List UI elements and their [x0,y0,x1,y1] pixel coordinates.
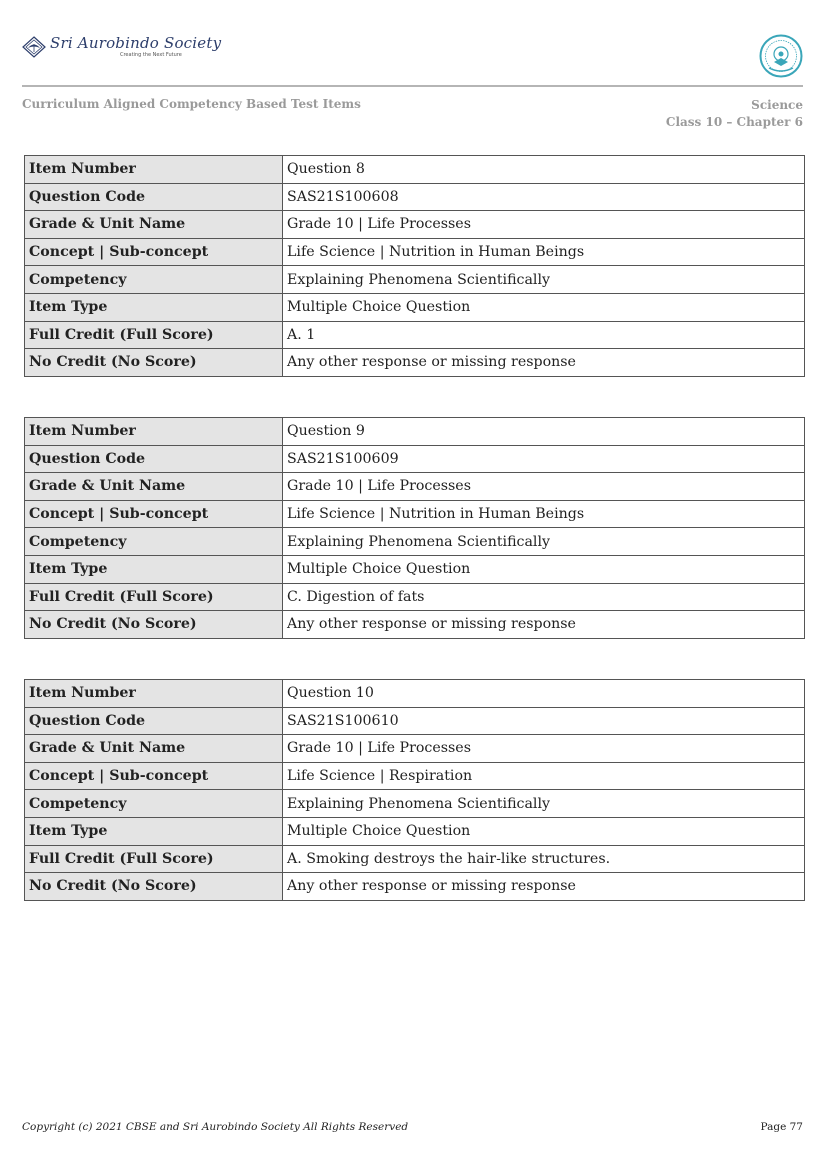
item-table-question-8 [24,155,805,377]
row-value: Question 8 [283,156,805,184]
row-label: No Credit (No Score) [25,349,283,377]
row-label: Grade & Unit Name [25,473,283,501]
lotus-emblem-icon [22,36,46,58]
row-value: SAS21S100610 [283,707,805,735]
sri-aurobindo-society-logo [22,36,221,58]
table-row [25,183,805,211]
table-row [25,418,805,446]
class-chapter-label: Class 10 – Chapter 6 [665,115,803,129]
footer-copyright: Copyright (c) 2021 CBSE and Sri Aurobindo Society All Rights Reserved [22,1121,409,1133]
row-value: Grade 10 | Life Processes [283,735,805,763]
row-value: Explaining Phenomena Scientifically [283,528,805,556]
logo-tagline: Creating the Next Future [120,52,182,58]
row-label: Item Type [25,293,283,321]
table-row [25,707,805,735]
row-value: Explaining Phenomena Scientifically [283,266,805,294]
table-row [25,817,805,845]
row-value: Life Science | Respiration [283,762,805,790]
subject-block [666,97,803,131]
row-value: Question 10 [283,680,805,708]
table-row [25,555,805,583]
row-label: Concept | Sub-concept [25,500,283,528]
row-value: Life Science | Nutrition in Human Beings [283,238,805,266]
row-label: Question Code [25,707,283,735]
table-row [25,266,805,294]
row-label: Competency [25,266,283,294]
table-row [25,845,805,873]
table-row [25,293,805,321]
row-label: Grade & Unit Name [25,211,283,239]
item-table-question-9 [24,417,805,639]
table-row [25,349,805,377]
row-label: Concept | Sub-concept [25,238,283,266]
table-row [25,211,805,239]
row-value: Any other response or missing response [283,873,805,901]
header-divider [22,85,803,87]
table-row [25,445,805,473]
row-label: Competency [25,790,283,818]
logo-name: Sri Aurobindo Society [50,34,222,52]
row-value: Grade 10 | Life Processes [283,211,805,239]
cbse-seal-icon [759,34,803,78]
table-row [25,680,805,708]
row-label: Question Code [25,445,283,473]
table-row [25,528,805,556]
table-row [25,611,805,639]
row-label: Full Credit (Full Score) [25,321,283,349]
row-label: Item Type [25,817,283,845]
row-value: Grade 10 | Life Processes [283,473,805,501]
row-label: No Credit (No Score) [25,873,283,901]
table-row [25,238,805,266]
row-value: Multiple Choice Question [283,293,805,321]
table-row [25,873,805,901]
table-row [25,500,805,528]
row-label: Grade & Unit Name [25,735,283,763]
row-label: Concept | Sub-concept [25,762,283,790]
table-row [25,156,805,184]
row-value: SAS21S100608 [283,183,805,211]
table-row [25,790,805,818]
subject-label: Science [751,98,803,112]
row-label: Full Credit (Full Score) [25,845,283,873]
row-value: Life Science | Nutrition in Human Beings [283,500,805,528]
row-label: Item Number [25,156,283,184]
table-row [25,735,805,763]
table-row [25,583,805,611]
row-label: Question Code [25,183,283,211]
row-label: No Credit (No Score) [25,611,283,639]
row-value: Multiple Choice Question [283,817,805,845]
row-value: Explaining Phenomena Scientifically [283,790,805,818]
row-value: Any other response or missing response [283,611,805,639]
row-value: C. Digestion of fats [283,583,805,611]
row-label: Item Type [25,555,283,583]
row-value: SAS21S100609 [283,445,805,473]
document-title: Curriculum Aligned Competency Based Test Items [22,97,361,111]
item-table-question-10 [24,679,805,901]
row-value: Question 9 [283,418,805,446]
page-number: Page 77 [760,1121,803,1133]
row-value: Any other response or missing response [283,349,805,377]
row-value: A. Smoking destroys the hair-like structures. [283,845,805,873]
table-row [25,473,805,501]
table-row [25,321,805,349]
row-value: A. 1 [283,321,805,349]
row-label: Full Credit (Full Score) [25,583,283,611]
table-row [25,762,805,790]
row-label: Competency [25,528,283,556]
row-label: Item Number [25,418,283,446]
row-label: Item Number [25,680,283,708]
row-value: Multiple Choice Question [283,555,805,583]
